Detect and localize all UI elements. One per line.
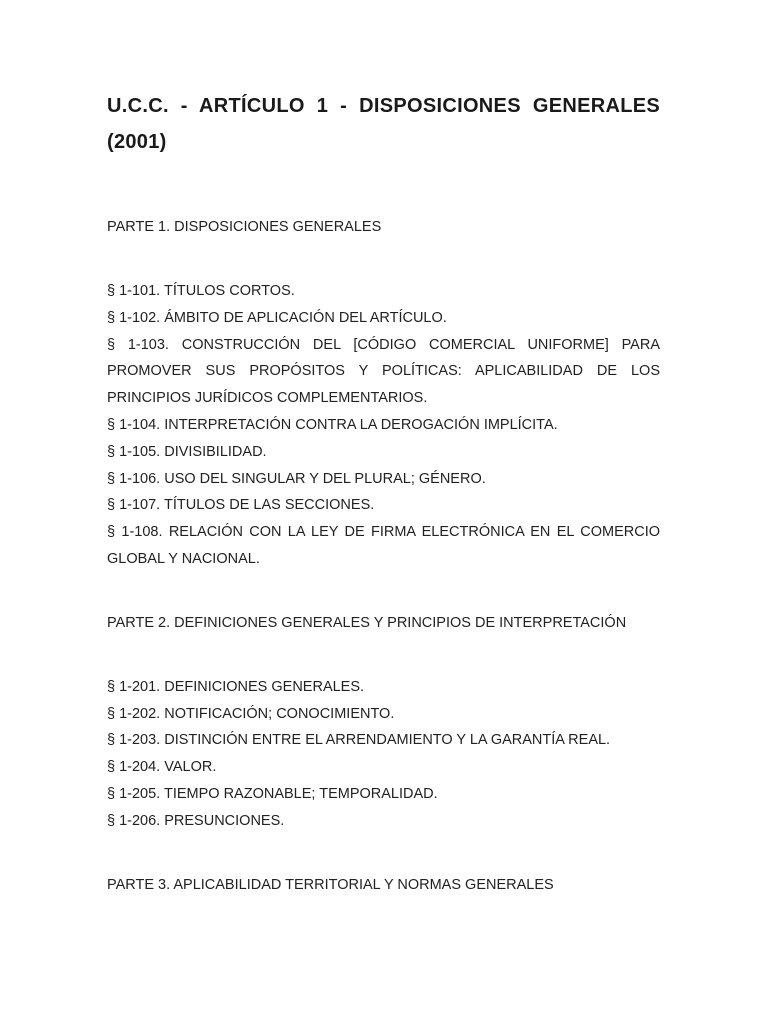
document-page (107, 88, 660, 899)
section-1-206: § 1-206. PRESUNCIONES. (107, 812, 285, 829)
section-1-201: § 1-201. DEFINICIONES GENERALES. (107, 678, 365, 695)
part-2-section-list (107, 674, 660, 835)
section-1-105: § 1-105. DIVISIBILIDAD. (107, 443, 267, 460)
section-1-203: § 1-203. DISTINCIÓN ENTRE EL ARRENDAMIENTO Y LA GARANTÍA REAL. (107, 732, 611, 749)
section-1-108: § 1-108. RELACIÓN CON LA LEY DE FIRMA ELECTRÓNICA EN EL COMERCIO GLOBAL Y NACIONAL. (107, 524, 660, 567)
section-1-104: § 1-104. INTERPRETACIÓN CONTRA LA DEROGACIÓN IMPLÍCITA. (107, 416, 558, 433)
section-1-204: § 1-204. VALOR. (107, 759, 217, 776)
section-1-205: § 1-205. TIEMPO RAZONABLE; TEMPORALIDAD. (107, 785, 438, 802)
section-1-102: § 1-102. ÁMBITO DE APLICACIÓN DEL ARTÍCULO. (107, 309, 447, 326)
section-1-103: § 1-103. CONSTRUCCIÓN DEL [CÓDIGO COMERCIAL UNIFORME] PARA PROMOVER SUS PROPÓSITOS Y POLÍTICAS: APLICABILIDAD DE LOS PRINCIPIOS JURÍDICOS COMPLEMENTARIOS. (107, 336, 660, 407)
part-1-section-list (107, 278, 660, 573)
section-1-107: § 1-107. TÍTULOS DE LAS SECCIONES. (107, 497, 375, 514)
section-1-101: § 1-101. TÍTULOS CORTOS. (107, 283, 295, 299)
part-2-heading: PARTE 2. DEFINICIONES GENERALES Y PRINCIPIOS DE INTERPRETACIÓN (107, 614, 627, 631)
section-1-106: § 1-106. USO DEL SINGULAR Y DEL PLURAL; GÉNERO. (107, 470, 486, 487)
part-3-heading: PARTE 3. APLICABILIDAD TERRITORIAL Y NORMAS GENERALES (107, 876, 554, 893)
document-title: U.C.C. - ARTÍCULO 1 - DISPOSICIONES GENERALES (2001) (107, 95, 660, 153)
part-1-heading: PARTE 1. DISPOSICIONES GENERALES (107, 219, 382, 235)
section-1-202: § 1-202. NOTIFICACIÓN; CONOCIMIENTO. (107, 705, 395, 722)
